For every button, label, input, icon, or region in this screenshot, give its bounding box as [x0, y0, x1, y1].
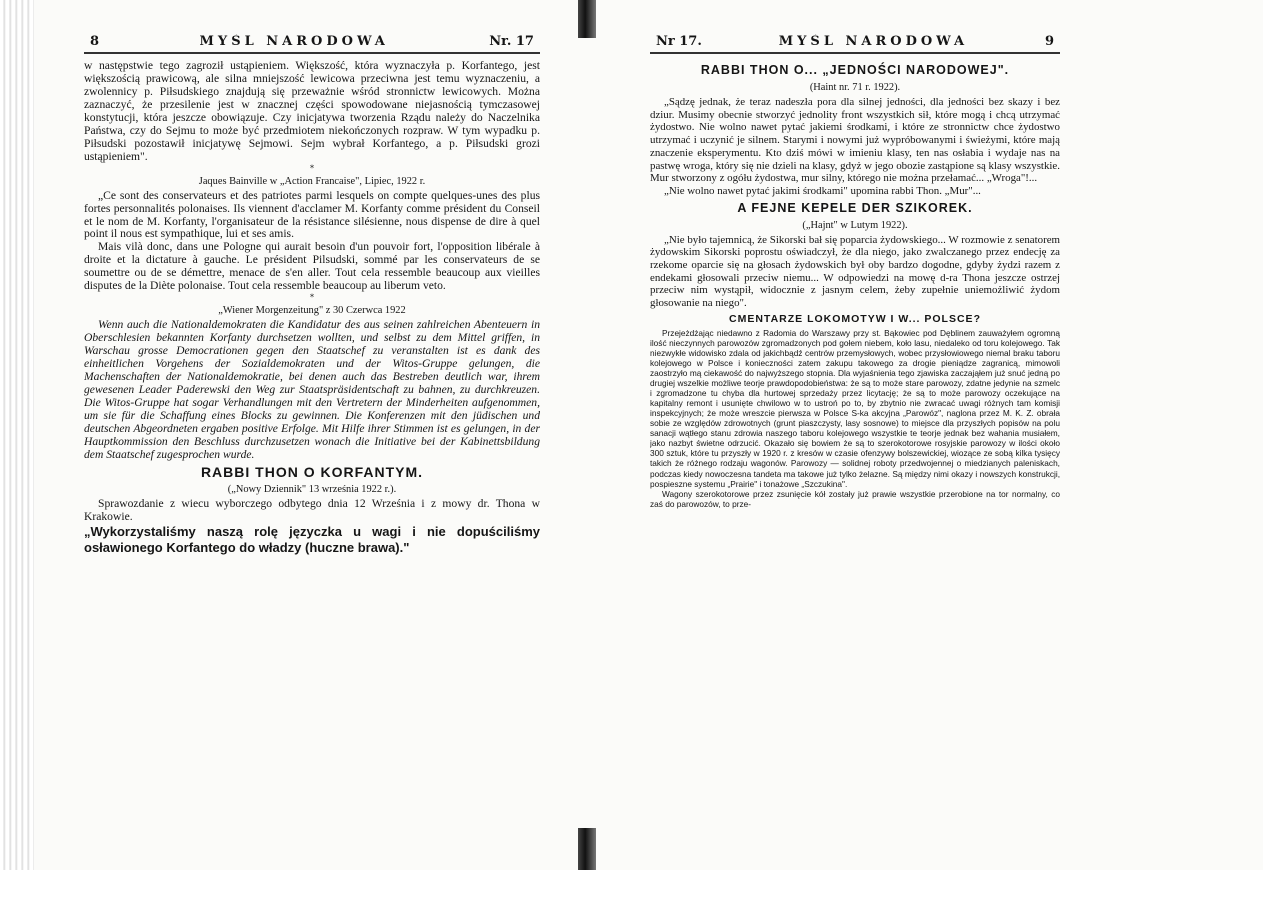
- paragraph: Mais vilà donc, dans une Pologne qui aurait besoin d'un pouvoir fort, l'opposition libérale à droite et la dictature à gauche. Le président Pilsudski, sommé par les conservateurs de se soumettre ou de se démettre, menace de s'en aller. Tout cela ressemble beaucoup aux vieilles disputes de la Diète polonaise. Tout cela ressemble beaucoup au liberum veto.: [84, 240, 540, 293]
- paragraph: Sprawozdanie z wiecu wyborczego odbytego dnia 12 Września i z mowy dr. Thona w Krakowie.: [84, 496, 540, 523]
- page-number: 9: [1044, 34, 1054, 49]
- journal-title: MYŚL NARODOWA: [199, 34, 389, 49]
- source-line: (Haint nr. 71 r. 1922).: [809, 82, 901, 93]
- paragraph: „Sądzę jednak, że teraz nadeszła pora dla silnej jedności, dla jedności bez skazy i bez dziur. Musimy obecnie stworzyć jednolity front wszystkich sił, które mogą i chcą utrzymać żydostwo. Nie wolno nawet pytać jakiemi środkami, i które ze stronnictw chce żydostwo utrzymać i uczynić je silnem. Starymi i nowymi już wypróbowanymi i świeżymi, które mają znaczenie eksperymentu. Kto dziś mówi w imieniu klasy, ten nas osłabia i wydaje nas na pastwę wroga, który się nie dzieli na klasy, gdyż w jego obozie zastąpione są klasy wszystkie. Mur stworzony z ogółu żydostwa, mur silny, którego nie można przełamać... „Wroga"!...: [650, 96, 1060, 185]
- source-line: („Nowy Dziennik" 13 września 1922 r.).: [227, 483, 397, 495]
- left-page: [84, 34, 540, 864]
- paragraph: „Nie wolno nawet pytać jakimi środkami" upomina rabbi Thon. „Mur"...: [664, 184, 981, 197]
- source-line: („Hajnt" w Lutym 1922).: [802, 219, 908, 231]
- section-headline: RABBI THON O... „JEDNOŚCI NARODOWEJ".: [700, 63, 1010, 77]
- section-headline: RABBI THON O KORFANTYM.: [200, 463, 424, 480]
- separator-star: *: [310, 293, 314, 303]
- scan-margin: [0, 870, 1263, 899]
- running-head: [84, 34, 540, 54]
- gutter-binding-mark: [578, 0, 596, 38]
- paragraph: Wagony szerokotorowe przez zsunięcie kół zostały już prawie wszystkie przerobione na tor normalny, co zaś do parowozów, to prze-: [650, 488, 1060, 509]
- journal-title: MYŚL NARODOWA: [778, 34, 969, 49]
- separator-star: *: [310, 163, 314, 173]
- section-headline: CMENTARZE LOKOMOTYW I W... POLSCE?: [729, 312, 981, 325]
- paragraph: Wenn auch die Nationaldemokraten die Kandidatur des aus seinen zahlreichen Abenteuern in Oberschlesien bekannten Korfanty durchsetzen wollten, und selbst zu dem Mittel griffen, in Warschau grosse Democrationen gegen den Staatschef zu veranstalten ist es dank des einheitlichen Vorgehens der Sozialdemokraten und der Witos-Gruppe gelungen, die Machenschaften der Nationaldemokratie, bei denen auch das Bestreben deutlich war, ihrem gewesenen Leader Paderewski den Weg zur Staatspräsidentschaft zu bahnen, zu durchkreuzen. Die Witos-Gruppe hat sogar Verhandlungen mit den Vertretern der Minderheiten aufgenommen, um sie für die Schaffung eines Blocks zu gewinnen. Die Konferenzen mit den jüdischen und deutschen Abgeordneten ergaben positive Erfolge. Mit Hilfe ihrer Stimmen ist es gelungen, in der Hauptkommission den Beschluss durchzusetzen wonach die Initiative bei der Kabinettsbildung dem Staatschef zugesprochen wurde.: [84, 318, 540, 461]
- book-edge: [0, 0, 34, 870]
- paragraph: „Ce sont des conservateurs et des patriotes parmi lesquels on compte quelques-unes des plus fortes personnalités polonaises. Ils viennent d'acclamer M. Korfanty comme président du Conseil et le nom de M. Korfanty, l'organisateur de la résistance silésienne, nous dispense de dire à quel point il nous est sympathique, lui et ses amis.: [84, 188, 540, 241]
- issue-number: Nr. 17: [489, 34, 534, 49]
- right-page: [650, 34, 1060, 864]
- gutter-binding-mark: [578, 828, 596, 870]
- section-headline: A FEJNE KEPELE DER SZIKOREK.: [737, 200, 973, 215]
- paragraph: w następstwie tego zagroził ustąpieniem. Większość, która wyznaczyła p. Korfantego, jest większością prawicową, ale silna mniejszość lewicowa przeciwna jest temu wyznaczeniu, a zwolennicy p. Piłsudskiego znajdują się przeważnie wśród stronnictw lewicowych. Można zaznaczyć, że przesilenie jest w znacznej części spowodowane niejasnością tymczasowej konstytucji, która jeszcze obowiązuje. Czy inicjatywa tworzenia Rządu należy do Naczelnika Państwa, czy do Sejmu to może być przedmiotem niekończonych rozpraw. W tym wypadku p. Piłsudski pozostawił inicjatywę Sejmowi. Sejm wybrał Korfantego, a p. Piłsudski grozi ustąpieniem".: [84, 59, 540, 163]
- source-line: Jaques Bainville w „Action Francaise", Lipiec, 1922 r.: [198, 175, 426, 187]
- bold-quote: „Wykorzystaliśmy naszą rolę języczka u wagi i nie dopuściliśmy osławionego Korfantego do władzy (huczne brawa).": [84, 523, 540, 555]
- paragraph: Przejeżdżając niedawno z Radomia do Warszawy przy st. Bąkowiec pod Dęblinem zauważyłem ogromną ilość nieczynnych parowozów zgromadzonych pod gołem niebem, koło lasu, niedaleko od toru kolejowego. Tak niezwykłe widowisko zdala od jakichbądź centrów przemysłowych, wobec przysłowiowego niemal braku taboru kolejowego w Polsce i konieczności zatem zakupu takowego za drogie pieniądze zagranicą, mimowoli zaostrzyło mą ciekawość do najwyższego stopnia. Dla wyjaśnienia tego zjawiska zaczająłem już snuć jedną po drugiej wszelkie możliwe teorje prawdopodobieństwa: że są to może stare parowozy, zdatne jedynie na szmelc i zgromadzone tu chyba dla hurtowej sprzedaży przez licytację; że są to może parowozy oczekujące na kapitalny remont i usunięte chwilowo w to ustroń po to, by zbytnio nie zwracać uwagi różnych tam komisji inspekcyjnych; że może wreszcie pierwsza w Polsce S-ka akcyjna „Parowóz", naglona przez M. K. Z. obrała sobie ze względów zdrowotnych (grunt piaszczysty, lasy sosnowe) to miejsce dla przyszłych popisów na polu sanacji wątłego stanu zdrowia naszego taboru kolejowego wszystkie te teorje jednak bez wahania musiałem, jako nazbyt świetne odrzucić. Okazało się bowiem że są to szerokotorowe rosyjskie parowozy w ilości około 300 sztuk, które tu przyszły w 1920 r. z kresów w czasie ofenzywy bolszewickiej, wiozące ze sobą kilka tysięcy takich że różnego rodzaju wagonów. Parowozy — solidnej roboty przedwojennej o miedzianych paleniskach, podczas kiedy nowoczesna tandeta ma takowe już tylko żelazne. Są między nimi okazy i nowszych konstrukcji, pospieszne systemu „Prairie" i tonażowe „Szczukina".: [650, 327, 1060, 489]
- issue-number: Nr 17.: [656, 34, 702, 49]
- running-head: [650, 34, 1060, 54]
- paragraph: „Nie było tajemnicą, że Sikorski bał się poparcia żydowskiego... W rozmowie z senatorem żydowskim Sikorski poprostu oświadczył, że dla niego, jako zwalczanego przez endecję za rzekome oparcie się na głosach żydowskich był oby bardzo dogodne, gdyby żydzi razem z endekami głosowali przeciw niemu... W odpowiedzi na mowę d-ra Thona jeszcze ostrzej przeciw nim wystąpił, widocznie z jasnym celem, żeby zupełnie uniemożliwić żydom głosowanie na niego".: [650, 233, 1060, 310]
- page-number: 8: [90, 34, 100, 49]
- source-line: „Wiener Morgenzeitung" z 30 Czerwca 1922: [218, 305, 406, 317]
